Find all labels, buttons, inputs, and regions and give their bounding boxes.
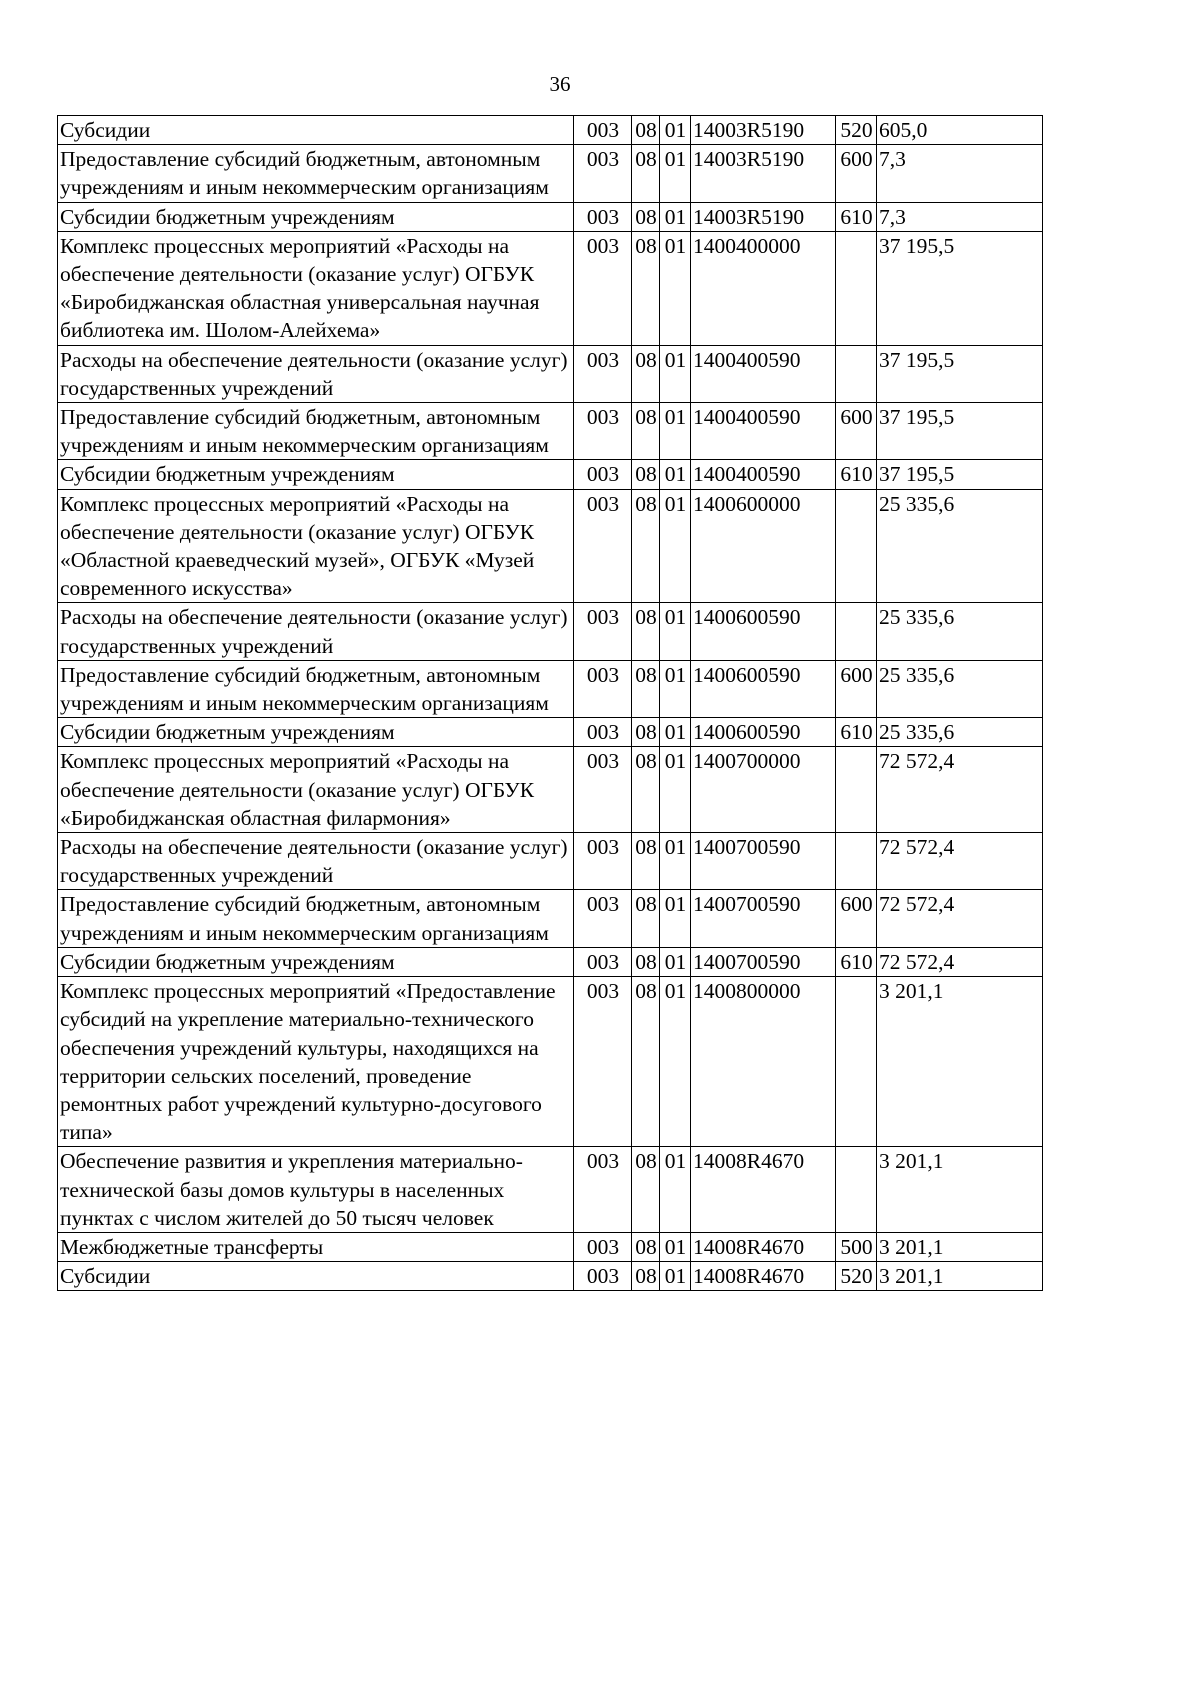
row-amount-cell: 3 201,1 xyxy=(877,977,1043,1147)
table-row xyxy=(58,603,1043,660)
row-target-article-cell: 1400600000 xyxy=(691,489,836,603)
row-amount-cell: 72 572,4 xyxy=(877,833,1043,890)
table-row xyxy=(58,1232,1043,1261)
table-row xyxy=(58,403,1043,460)
row-expense-type-cell xyxy=(836,977,877,1147)
table-row xyxy=(58,718,1043,747)
row-name-cell: Субсидии бюджетным учреждениям xyxy=(58,202,574,231)
row-subsection-cell: 01 xyxy=(660,202,691,231)
row-subsection-cell: 01 xyxy=(660,403,691,460)
row-subsection-cell: 01 xyxy=(660,489,691,603)
row-ministry-code-cell: 003 xyxy=(574,890,632,947)
row-amount-cell: 605,0 xyxy=(877,116,1043,145)
row-target-article-cell: 1400700590 xyxy=(691,947,836,976)
table-row xyxy=(58,747,1043,833)
row-expense-type-cell: 600 xyxy=(836,145,877,202)
row-expense-type-cell xyxy=(836,1147,877,1233)
row-expense-type-cell xyxy=(836,833,877,890)
row-ministry-code-cell: 003 xyxy=(574,116,632,145)
table-row xyxy=(58,345,1043,402)
row-name-cell: Комплекс процессных мероприятий «Предоставление субсидий на укрепление материально-технического обеспечения учреждений культуры, находящихся на территории сельских поселений, проведение ремонтных работ учреждений культурно-досугового типа» xyxy=(58,977,574,1147)
row-ministry-code-cell: 003 xyxy=(574,660,632,717)
row-amount-cell: 37 195,5 xyxy=(877,345,1043,402)
row-subsection-cell: 01 xyxy=(660,460,691,489)
row-ministry-code-cell: 003 xyxy=(574,718,632,747)
row-ministry-code-cell: 003 xyxy=(574,947,632,976)
row-target-article-cell: 1400400590 xyxy=(691,403,836,460)
table-row xyxy=(58,833,1043,890)
row-ministry-code-cell: 003 xyxy=(574,1147,632,1233)
row-name-cell: Обеспечение развития и укрепления материально-технической базы домов культуры в населенных пунктах с числом жителей до 50 тысяч человек xyxy=(58,1147,574,1233)
row-name-cell: Межбюджетные трансферты xyxy=(58,1232,574,1261)
row-expense-type-cell: 500 xyxy=(836,1232,877,1261)
row-expense-type-cell xyxy=(836,747,877,833)
row-ministry-code-cell: 003 xyxy=(574,489,632,603)
row-ministry-code-cell: 003 xyxy=(574,231,632,345)
row-expense-type-cell: 610 xyxy=(836,460,877,489)
row-subsection-cell: 01 xyxy=(660,603,691,660)
row-name-cell: Субсидии xyxy=(58,1262,574,1291)
row-section-cell: 08 xyxy=(632,231,660,345)
row-amount-cell: 72 572,4 xyxy=(877,747,1043,833)
row-target-article-cell: 1400400590 xyxy=(691,460,836,489)
row-ministry-code-cell: 003 xyxy=(574,603,632,660)
row-section-cell: 08 xyxy=(632,202,660,231)
row-subsection-cell: 01 xyxy=(660,116,691,145)
row-expense-type-cell: 600 xyxy=(836,403,877,460)
row-section-cell: 08 xyxy=(632,460,660,489)
row-name-cell: Расходы на обеспечение деятельности (оказание услуг) государственных учреждений xyxy=(58,833,574,890)
row-subsection-cell: 01 xyxy=(660,890,691,947)
row-name-cell: Предоставление субсидий бюджетным, автономным учреждениям и иным некоммерческим организациям xyxy=(58,890,574,947)
table-row xyxy=(58,977,1043,1147)
row-ministry-code-cell: 003 xyxy=(574,977,632,1147)
row-expense-type-cell: 600 xyxy=(836,660,877,717)
row-section-cell: 08 xyxy=(632,977,660,1147)
table-row xyxy=(58,660,1043,717)
row-amount-cell: 25 335,6 xyxy=(877,660,1043,717)
row-subsection-cell: 01 xyxy=(660,345,691,402)
row-ministry-code-cell: 003 xyxy=(574,345,632,402)
row-target-article-cell: 1400600590 xyxy=(691,718,836,747)
row-section-cell: 08 xyxy=(632,660,660,717)
table-row xyxy=(58,1147,1043,1233)
row-name-cell: Расходы на обеспечение деятельности (оказание услуг) государственных учреждений xyxy=(58,603,574,660)
row-section-cell: 08 xyxy=(632,145,660,202)
row-target-article-cell: 14003R5190 xyxy=(691,202,836,231)
row-expense-type-cell xyxy=(836,489,877,603)
row-amount-cell: 3 201,1 xyxy=(877,1262,1043,1291)
row-amount-cell: 3 201,1 xyxy=(877,1147,1043,1233)
row-expense-type-cell: 600 xyxy=(836,890,877,947)
row-amount-cell: 25 335,6 xyxy=(877,718,1043,747)
table-row xyxy=(58,202,1043,231)
row-subsection-cell: 01 xyxy=(660,1262,691,1291)
row-amount-cell: 37 195,5 xyxy=(877,460,1043,489)
row-ministry-code-cell: 003 xyxy=(574,403,632,460)
row-target-article-cell: 1400400000 xyxy=(691,231,836,345)
row-target-article-cell: 1400700000 xyxy=(691,747,836,833)
row-subsection-cell: 01 xyxy=(660,718,691,747)
table-row xyxy=(58,145,1043,202)
row-section-cell: 08 xyxy=(632,116,660,145)
row-ministry-code-cell: 003 xyxy=(574,1232,632,1261)
row-subsection-cell: 01 xyxy=(660,747,691,833)
row-amount-cell: 3 201,1 xyxy=(877,1232,1043,1261)
row-amount-cell: 37 195,5 xyxy=(877,403,1043,460)
row-amount-cell: 7,3 xyxy=(877,202,1043,231)
row-section-cell: 08 xyxy=(632,1232,660,1261)
table-row xyxy=(58,947,1043,976)
row-target-article-cell: 1400700590 xyxy=(691,890,836,947)
row-target-article-cell: 1400400590 xyxy=(691,345,836,402)
row-name-cell: Комплекс процессных мероприятий «Расходы на обеспечение деятельности (оказание услуг) ОГБУК «Биробиджанская областная универсальная научная библиотека им. Шолом-Алейхема» xyxy=(58,231,574,345)
row-name-cell: Комплекс процессных мероприятий «Расходы на обеспечение деятельности (оказание услуг) ОГБУК «Областной краеведческий музей», ОГБУК «Музей современного искусства» xyxy=(58,489,574,603)
table-row xyxy=(58,116,1043,145)
row-ministry-code-cell: 003 xyxy=(574,747,632,833)
row-name-cell: Предоставление субсидий бюджетным, автономным учреждениям и иным некоммерческим организациям xyxy=(58,403,574,460)
row-expense-type-cell: 610 xyxy=(836,947,877,976)
row-target-article-cell: 1400600590 xyxy=(691,603,836,660)
budget-table xyxy=(57,115,1043,1291)
row-target-article-cell: 14003R5190 xyxy=(691,145,836,202)
row-ministry-code-cell: 003 xyxy=(574,1262,632,1291)
table-row xyxy=(58,460,1043,489)
row-amount-cell: 72 572,4 xyxy=(877,890,1043,947)
row-expense-type-cell: 610 xyxy=(836,202,877,231)
row-target-article-cell: 14008R4670 xyxy=(691,1262,836,1291)
row-expense-type-cell: 520 xyxy=(836,116,877,145)
row-name-cell: Субсидии бюджетным учреждениям xyxy=(58,947,574,976)
row-ministry-code-cell: 003 xyxy=(574,145,632,202)
row-expense-type-cell xyxy=(836,345,877,402)
table-row xyxy=(58,1262,1043,1291)
row-name-cell: Расходы на обеспечение деятельности (оказание услуг) государственных учреждений xyxy=(58,345,574,402)
row-target-article-cell: 1400700590 xyxy=(691,833,836,890)
row-amount-cell: 25 335,6 xyxy=(877,489,1043,603)
row-name-cell: Предоставление субсидий бюджетным, автономным учреждениям и иным некоммерческим организациям xyxy=(58,660,574,717)
row-expense-type-cell: 610 xyxy=(836,718,877,747)
row-subsection-cell: 01 xyxy=(660,145,691,202)
row-target-article-cell: 1400800000 xyxy=(691,977,836,1147)
row-section-cell: 08 xyxy=(632,718,660,747)
row-amount-cell: 7,3 xyxy=(877,145,1043,202)
row-target-article-cell: 1400600590 xyxy=(691,660,836,717)
row-section-cell: 08 xyxy=(632,947,660,976)
table-row xyxy=(58,489,1043,603)
row-subsection-cell: 01 xyxy=(660,977,691,1147)
table-row xyxy=(58,231,1043,345)
row-name-cell: Субсидии xyxy=(58,116,574,145)
row-name-cell: Комплекс процессных мероприятий «Расходы на обеспечение деятельности (оказание услуг) ОГБУК «Биробиджанская областная филармония» xyxy=(58,747,574,833)
row-target-article-cell: 14003R5190 xyxy=(691,116,836,145)
row-subsection-cell: 01 xyxy=(660,833,691,890)
row-section-cell: 08 xyxy=(632,345,660,402)
row-ministry-code-cell: 003 xyxy=(574,202,632,231)
row-section-cell: 08 xyxy=(632,890,660,947)
row-subsection-cell: 01 xyxy=(660,660,691,717)
row-target-article-cell: 14008R4670 xyxy=(691,1147,836,1233)
row-ministry-code-cell: 003 xyxy=(574,460,632,489)
row-amount-cell: 37 195,5 xyxy=(877,231,1043,345)
row-expense-type-cell xyxy=(836,603,877,660)
row-section-cell: 08 xyxy=(632,403,660,460)
row-name-cell: Субсидии бюджетным учреждениям xyxy=(58,460,574,489)
row-amount-cell: 72 572,4 xyxy=(877,947,1043,976)
row-section-cell: 08 xyxy=(632,603,660,660)
row-expense-type-cell xyxy=(836,231,877,345)
row-section-cell: 08 xyxy=(632,833,660,890)
row-subsection-cell: 01 xyxy=(660,1147,691,1233)
table-row xyxy=(58,890,1043,947)
row-expense-type-cell: 520 xyxy=(836,1262,877,1291)
row-section-cell: 08 xyxy=(632,489,660,603)
row-subsection-cell: 01 xyxy=(660,947,691,976)
row-subsection-cell: 01 xyxy=(660,231,691,345)
row-name-cell: Субсидии бюджетным учреждениям xyxy=(58,718,574,747)
page-number: 36 xyxy=(549,72,571,96)
row-target-article-cell: 14008R4670 xyxy=(691,1232,836,1261)
row-amount-cell: 25 335,6 xyxy=(877,603,1043,660)
table-body xyxy=(58,116,1043,1291)
row-ministry-code-cell: 003 xyxy=(574,833,632,890)
row-subsection-cell: 01 xyxy=(660,1232,691,1261)
row-section-cell: 08 xyxy=(632,1147,660,1233)
row-section-cell: 08 xyxy=(632,747,660,833)
row-section-cell: 08 xyxy=(632,1262,660,1291)
row-name-cell: Предоставление субсидий бюджетным, автономным учреждениям и иным некоммерческим организациям xyxy=(58,145,574,202)
